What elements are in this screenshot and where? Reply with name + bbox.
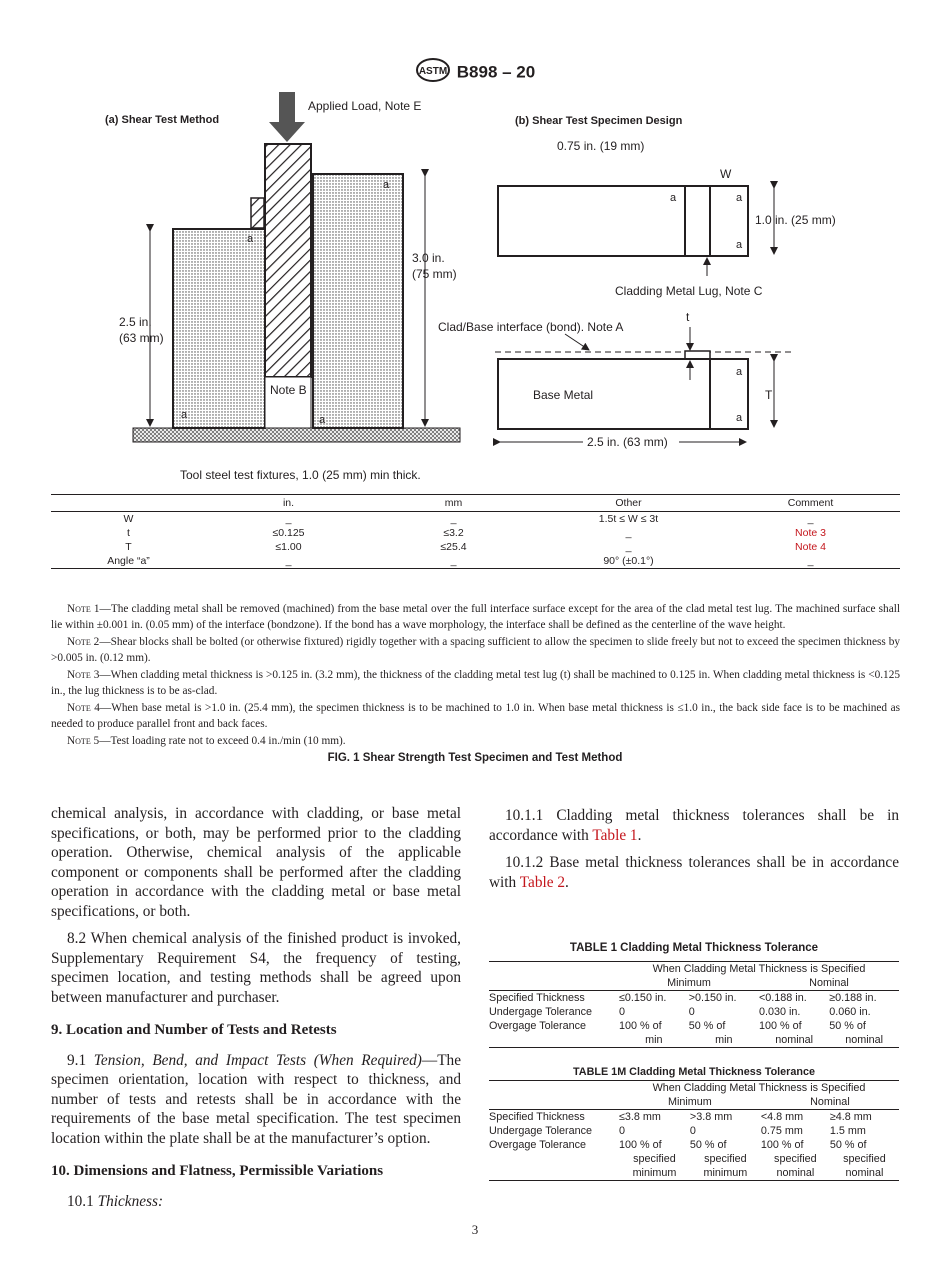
- height-25-mm-label: (63 mm): [119, 331, 164, 345]
- dim-10-label: 1.0 in. (25 mm): [755, 213, 836, 227]
- page-number: 3: [471, 1222, 479, 1237]
- paragraph-10-1: 10.1 Thickness:: [67, 1192, 164, 1210]
- astm-logo-icon: [415, 57, 451, 88]
- dim-header: in.: [206, 495, 371, 512]
- section-9-heading: 9. Location and Number of Tests and Retests: [51, 1022, 337, 1038]
- section-10-heading: 10. Dimensions and Flatness, Permissible Variations: [51, 1163, 384, 1179]
- table-cell: ≤1.00: [275, 541, 302, 553]
- panel-b-title: (b) Shear Test Specimen Design: [515, 115, 683, 127]
- table-cell: _: [807, 513, 814, 525]
- table-1m-nominal: Nominal: [761, 1095, 899, 1110]
- note-4-link[interactable]: Note 4: [795, 541, 826, 553]
- table-1-link[interactable]: Table 1: [592, 826, 638, 844]
- table-cell: ≤0.125: [272, 527, 305, 539]
- interface-label: Clad/Base interface (bond). Note A: [438, 320, 624, 334]
- load-arrow-icon: [269, 92, 305, 142]
- table-row: [51, 526, 900, 540]
- table-cell: _: [625, 541, 632, 553]
- table-row: Undergage Tolerance 0 0 0.75 mm 1.5 mm: [489, 1125, 866, 1137]
- angle-a-2: a: [247, 233, 254, 245]
- height-25-label: 2.5 in.: [119, 315, 152, 329]
- note-4: Note 4—When base metal is >1.0 in. (25.4 mm), the specimen thickness is to be machined to 1.0 in. When base metal thickness is ≤1.0 in., the back side face is to be machined as needed to produce parallel front and back faces.: [51, 702, 900, 730]
- table-1-title: TABLE 1 Cladding Metal Thickness Tolerance: [569, 942, 819, 954]
- table-row: Undergage Tolerance 0 0 0.030 in. 0.060 in.: [489, 1006, 871, 1018]
- table-1-span-header: When Cladding Metal Thickness is Specified: [619, 962, 899, 977]
- paragraph-10-1-1: 10.1.1 Cladding metal thickness tolerances shall be in accordance with Table 1.: [489, 807, 899, 844]
- table-cell: _: [285, 513, 292, 525]
- table-cell: T: [125, 541, 132, 553]
- table-cell: _: [625, 527, 632, 539]
- designation: B898 – 20: [456, 62, 536, 82]
- fixtures-label: Tool steel test fixtures, 1.0 (25 mm) min thick.: [180, 468, 421, 482]
- table-cell: _: [371, 554, 536, 569]
- table-row: [51, 554, 900, 569]
- table-cell: _: [721, 554, 900, 569]
- table-row: specified specified specified specified: [633, 1153, 886, 1165]
- paragraph-chem-analysis: chemical analysis, in accordance with cladding, or base metal specifications, or both, may be performed prior to the cladding operation. Otherwise, chemical analysis of the applicable component or components shall be performed after the cladding operation in accordance with the cladding metal or base metal specifications, or both.: [51, 805, 461, 920]
- table-row: minimum minimum nominal nominal: [489, 1166, 899, 1181]
- table-row: Overgage Tolerance 100 % of 50 % of 100 % of 50 % of: [489, 1020, 866, 1032]
- table-1-nominal: Nominal: [759, 976, 899, 991]
- lug-label: Cladding Metal Lug, Note C: [615, 284, 763, 298]
- t-label: t: [686, 310, 690, 324]
- note-1: Note 1—The cladding metal shall be removed (machined) from the base metal over the full interface surface except for the area of the clad metal test lug. The machined surface shall lie within ±0.001 in. (0.05 mm) of the interface (bondzone). If the bond has a wave morphology, the interface shall be defined as the centerline of the wave height.: [51, 603, 900, 631]
- base-metal-label: Base Metal: [533, 388, 594, 402]
- dim-header: [51, 495, 206, 512]
- table-cell: 90° (±0.1°): [536, 554, 721, 569]
- dim-25-label: 2.5 in. (63 mm): [587, 435, 668, 449]
- angle-a-1: a: [383, 179, 390, 191]
- svg-text:ASTM: ASTM: [418, 66, 447, 77]
- angle-b-2: a: [736, 192, 743, 204]
- shear-test-figure: [95, 90, 905, 485]
- angle-b-5: a: [736, 412, 743, 424]
- panel-a-title: (a) Shear Test Method: [105, 114, 220, 126]
- table-1-minimum: Minimum: [619, 976, 759, 991]
- height-3-label: 3.0 in.: [412, 251, 445, 265]
- left-column: [51, 804, 461, 1219]
- table-1m-span-header: When Cladding Metal Thickness is Specified: [619, 1081, 899, 1096]
- dimension-table: [51, 494, 900, 569]
- note-5: Note 5—Test loading rate not to exceed 0.4 in./min (10 mm).: [67, 735, 346, 747]
- paragraph-9-1: 9.1 Tension, Bend, and Impact Tests (When Required)—The specimen orientation, location with respect to thickness, and number of tests and retests shall be in accordance with the requirements of the base metal specification. The test specimen location within the plate shall be at the manufacturer’s option.: [51, 1051, 461, 1147]
- table-cell: _: [450, 513, 457, 525]
- table-cell: 1.5t ≤ W ≤ 3t: [598, 513, 659, 525]
- right-column: [489, 806, 899, 900]
- paragraph-8-2: 8.2 When chemical analysis of the finished product is invoked, Supplementary Requirement S4, the frequency of testing, specimen location, and testing methods shall be agreed upon between manufacturer and purchaser.: [51, 930, 461, 1006]
- dim-header: Other: [536, 495, 721, 512]
- table-row: [51, 512, 900, 527]
- note-b-label: Note B: [270, 383, 307, 397]
- table-cell: ≤3.2: [443, 527, 464, 539]
- table-1: [489, 961, 899, 1048]
- angle-b-4: a: [736, 366, 743, 378]
- dim-header: mm: [371, 495, 536, 512]
- table-1m-title: TABLE 1M Cladding Metal Thickness Tolerance: [573, 1066, 815, 1078]
- angle-a-3: a: [181, 409, 188, 421]
- table-cell: W: [123, 513, 134, 525]
- height-3-mm-label: (75 mm): [412, 267, 457, 281]
- w-label: W: [720, 167, 732, 181]
- table-2-link[interactable]: Table 2: [519, 873, 565, 891]
- paragraph-10-1-2: 10.1.2 Base metal thickness tolerances shall be in accordance with Table 2.: [489, 854, 899, 891]
- table-row: Specified Thickness ≤0.150 in. >0.150 in. <0.188 in. ≥0.188 in.: [489, 992, 877, 1004]
- angle-a-4: a: [319, 414, 326, 426]
- note-3-link[interactable]: Note 3: [795, 527, 826, 539]
- page-header: [0, 57, 950, 88]
- dim-075-label: 0.75 in. (19 mm): [557, 139, 645, 153]
- angle-b-1: a: [670, 192, 677, 204]
- dim-header: Comment: [721, 495, 900, 512]
- table-cell: ≤25.4: [440, 541, 467, 553]
- table-cell: _: [206, 554, 371, 569]
- note-3: Note 3—When cladding metal thickness is >0.125 in. (3.2 mm), the thickness of the cladding metal test lug (t) shall be machined to 0.125 in. When cladding metal thickness is <0.125 in., the lug thickness is to be as-clad.: [51, 669, 901, 697]
- table-row: Specified Thickness ≤3.8 mm >3.8 mm <4.8 mm ≥4.8 mm: [489, 1111, 872, 1123]
- figure-caption: FIG. 1 Shear Strength Test Specimen and Test Method: [327, 752, 623, 764]
- applied-load-label: Applied Load, Note E: [308, 99, 422, 113]
- table-cell: Angle “a”: [51, 554, 206, 569]
- table-1m-minimum: Minimum: [619, 1095, 761, 1110]
- note-2: Note 2—Shear blocks shall be bolted (or otherwise fixtured) rigidly together with a spacing sufficient to allow the specimen to slide freely but not to exceed the specimen thickness by >0.005 in. (0.12 mm).: [51, 636, 900, 664]
- table-row: [51, 540, 900, 554]
- T-label: T: [765, 388, 773, 402]
- table-cell: t: [127, 527, 130, 539]
- table-1m: [489, 1080, 899, 1181]
- table-row: Overgage Tolerance 100 % of 50 % of 100 % of 50 % of: [489, 1139, 867, 1151]
- figure-notes: [51, 601, 900, 750]
- table-row: min min nominal nominal: [489, 1033, 899, 1048]
- angle-b-3: a: [736, 239, 743, 251]
